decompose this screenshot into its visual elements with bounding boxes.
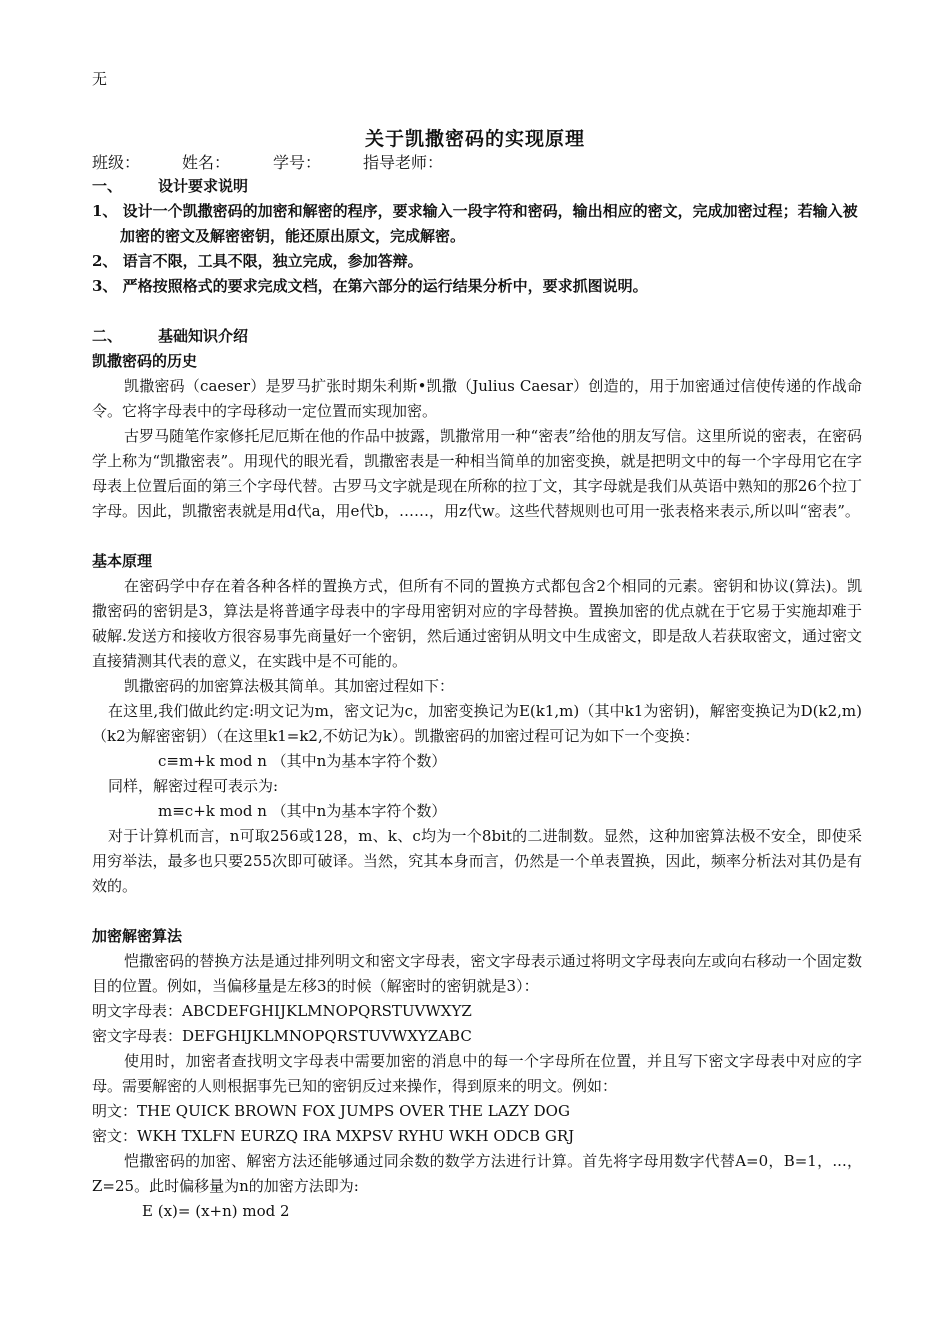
principle-paragraph-4: 同样，解密过程可表示为: xyxy=(108,777,279,795)
name-label: 姓名： xyxy=(182,153,231,172)
history-paragraph-2: 古罗马随笔作家修托尼厄斯在他的作品中披露，凯撒常用一种“密表”给他的朋友写信。这里所说的密表，在密码学上称为“凯撒密表”。用现代的眼光看，凯撒密表是一种相当简单的加密变换，就是把明文中的每一个字母用它在字母表上位置后面的第三个字母代替。古罗马文字就是现在所称的拉丁文，其字母就是我们从英语中熟知的那26个拉丁字母。因此，凯撒密表就是用d代a，用e代b，……，用z代w。这些代替规则也可用一张表格来表示,所以叫“密表”。 xyxy=(92,427,862,520)
cipher-alphabet: 密文字母表：DEFGHIJKLMNOPQRSTUVWXYZABC xyxy=(92,1027,472,1045)
plain-text-example: 明文：THE QUICK BROWN FOX JUMPS OVER THE LAZY DOG xyxy=(92,1102,570,1120)
document-body xyxy=(92,174,862,1224)
requirement-item-2: 2、 语言不限，工具不限，独立完成，参加答辩。 xyxy=(92,252,423,270)
advisor-label: 指导老师： xyxy=(363,153,444,172)
modular-formula: E (x)= (x+n) mod 2 xyxy=(142,1202,290,1220)
student-info-line xyxy=(92,150,443,173)
algorithm-paragraph-3: 恺撒密码的加密、解密方法还能够通过同余数的数学方法进行计算。首先将字母用数字代替A=0，B=1，...，Z=25。此时偏移量为n的加密方法即为: xyxy=(92,1152,862,1195)
plain-alphabet: 明文字母表：ABCDEFGHIJKLMNOPQRSTUVWXYZ xyxy=(92,1002,472,1020)
principle-paragraph-2: 凯撒密码的加密算法极其简单。其加密过程如下： xyxy=(124,677,455,695)
principle-paragraph-5: 对于计算机而言，n可取256或128，m、k、c均为一个8bit的二进制数。显然，这种加密算法极不安全，即使采用穷举法，最多也只要255次即可破译。当然，究其本身而言，仍然是一个单表置换，因此，频率分析法对其仍是有效的。 xyxy=(92,827,862,895)
requirement-item-1: 1、 设计一个凯撒密码的加密和解密的程序，要求输入一段字符和密码，输出相应的密文，完成加密过程；若输入被加密的密文及解密密钥，能还原出原文，完成解密。 xyxy=(92,202,858,245)
header-note: 无 xyxy=(92,70,108,88)
encryption-formula: c≡m+k mod n （其中n为基本字符个数） xyxy=(158,752,447,770)
algorithm-heading: 加密解密算法 xyxy=(92,927,183,945)
history-heading: 凯撒密码的历史 xyxy=(92,352,198,370)
section-heading-1: 一、 设计要求说明 xyxy=(92,177,249,195)
student-id-label: 学号： xyxy=(273,153,322,172)
cipher-text-example: 密文：WKH TXLFN EURZQ IRA MXPSV RYHU WKH ODCB GRJ xyxy=(92,1127,575,1145)
section-heading-2: 二、 基础知识介绍 xyxy=(92,327,249,345)
decryption-formula: m≡c+k mod n （其中n为基本字符个数） xyxy=(158,802,447,820)
principle-paragraph-1: 在密码学中存在着各种各样的置换方式，但所有不同的置换方式都包含2个相同的元素。密钥和协议(算法)。凯撒密码的密钥是3，算法是将普通字母表中的字母用密钥对应的字母替换。置换加密的优点就在于它易于实施却难于破解.发送方和接收方很容易事先商量好一个密钥，然后通过密钥从明文中生成密文，即是敌人若获取密文，通过密文直接猜测其代表的意义，在实践中是不可能的。 xyxy=(92,577,862,670)
algorithm-paragraph-1: 恺撒密码的替换方法是通过排列明文和密文字母表，密文字母表示通过将明文字母表向左或向右移动一个固定数目的位置。例如，当偏移量是左移3的时候（解密时的密钥就是3）： xyxy=(92,952,862,995)
document-title: 关于凯撒密码的实现原理 xyxy=(364,128,585,150)
history-paragraph-1: 凯撒密码（caeser）是罗马扩张时期朱利斯•凯撒（Julius Caesar）创造的，用于加密通过信使传递的作战命令。它将字母表中的字母移动一定位置而实现加密。 xyxy=(92,377,862,420)
class-label: 班级： xyxy=(92,153,141,172)
principle-heading: 基本原理 xyxy=(92,552,153,570)
principle-paragraph-3: 在这里,我们做此约定:明文记为m，密文记为c，加密变换记为E(k1,m)（其中k1为密钥)，解密变换记为D(k2,m)（k2为解密密钥）（在这里k1=k2,不妨记为k）。凯撒密码的加密过程可记为如下一个变换： xyxy=(92,702,862,745)
algorithm-paragraph-2: 使用时，加密者查找明文字母表中需要加密的消息中的每一个字母所在位置，并且写下密文字母表中对应的字母。需要解密的人则根据事先已知的密钥反过来操作，得到原来的明文。例如： xyxy=(92,1052,862,1095)
requirement-item-3: 3、 严格按照格式的要求完成文档，在第六部分的运行结果分析中，要求抓图说明。 xyxy=(92,277,648,295)
